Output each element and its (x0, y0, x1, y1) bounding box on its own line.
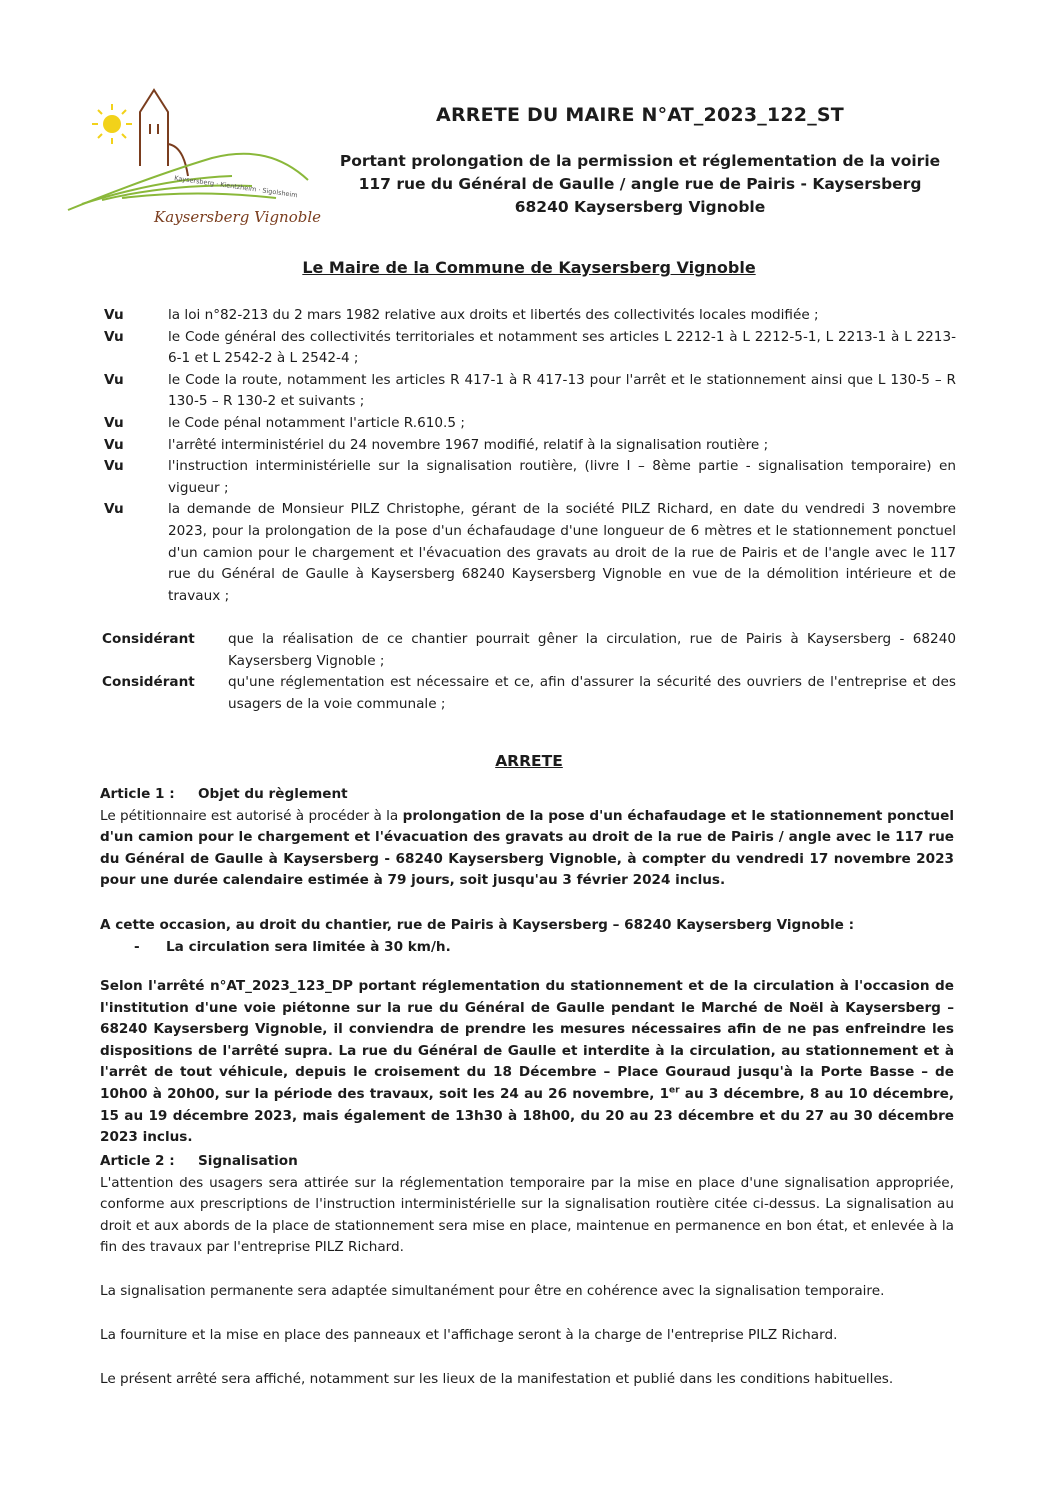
vu-item (104, 370, 956, 413)
commune-logo (62, 84, 324, 234)
article-2-paragraph-4: Le présent arrêté sera affiché, notamment sur les lieux de la manifestation et publié dans les conditions habituelles. (100, 1371, 894, 1387)
vu-item (104, 305, 956, 327)
considerant-label: Considérant (102, 674, 195, 691)
circulation-text: La circulation sera limitée à 30 km/h. (166, 938, 451, 955)
vu-label: Vu (104, 414, 124, 431)
church-icon (140, 90, 188, 176)
article-1-intro: Le pétitionnaire est autorisé à procéder à la (100, 807, 403, 824)
decree-subtitle (330, 150, 950, 219)
selon-superscript: er (669, 1085, 680, 1096)
vu-item (104, 413, 956, 435)
considerant-list (102, 629, 956, 715)
subtitle-line-2: 117 rue du Général de Gaulle / angle rue de Pairis - Kaysersberg (358, 175, 922, 193)
vu-label: Vu (104, 501, 124, 518)
circulation-item (100, 937, 954, 959)
vu-text: le Code la route, notamment les articles R 417-1 à R 417-13 pour l'arrêt et le stationnement ainsi que L 130-5 – R 130-5 – R 130-2 et suivants ; (168, 371, 956, 410)
vu-list (104, 305, 956, 607)
article-2-number: Article 2 : (100, 1153, 175, 1169)
list-dash: - (134, 938, 140, 955)
article-1-paragraph (100, 806, 954, 892)
maire-heading: Le Maire de la Commune de Kaysersberg Vignoble (302, 258, 756, 277)
vu-item (104, 327, 956, 370)
vu-text: le Code général des collectivités territoriales et notamment ses articles L 2212-1 à L 2212-5-1, L 2213-1 à L 2213-6-1 et L 2542-2 à L 2542-4 ; (168, 328, 956, 367)
vu-item (104, 456, 956, 499)
article-1-title: Objet du règlement (198, 786, 348, 802)
article-2-p4-block (100, 1369, 954, 1391)
article-1 (100, 784, 954, 892)
vu-label: Vu (104, 371, 124, 388)
occasion-text: A cette occasion, au droit du chantier, rue de Pairis à Kaysersberg – 68240 Kaysersberg Vignoble : (100, 917, 855, 933)
considerant-item (102, 629, 956, 672)
subtitle-line-1: Portant prolongation de la permission et réglementation de la voirie (339, 152, 941, 170)
considerant-text: que la réalisation de ce chantier pourrait gêner la circulation, rue de Pairis à Kaysersberg - 68240 Kaysersberg Vignoble ; (228, 631, 956, 669)
article-2-paragraph-3: La fourniture et la mise en place des panneaux et l'affichage seront à la charge de l'entreprise PILZ Richard. (100, 1327, 838, 1343)
vu-label: Vu (104, 307, 124, 323)
logo-name-text: Kaysersberg Vignoble (154, 208, 322, 226)
vu-label: Vu (104, 458, 124, 475)
vu-text: la demande de Monsieur PILZ Christophe, gérant de la société PILZ Richard, en date du vendredi 3 novembre 2023, pour la prolongation de la pose d'un échafaudage d'une longueur de 6 mètres et le stationnement ponctuel d'un camion pour le chargement et l'évacuation des gravats au droit de la rue de Pairis et de l'angle avec le 117 rue du Général de Gaulle à Kaysersberg 68240 Kaysersberg Vignoble en vue de la démolition intérieure et de travaux ; (168, 501, 956, 604)
article-1-number: Article 1 : (100, 786, 175, 802)
article-2-heading (100, 1151, 954, 1173)
vu-text: le Code pénal notamment l'article R.610.5 ; (168, 414, 465, 431)
article-1-heading (100, 784, 954, 806)
logo-villages-text: Kaysersberg · Kientzheim · Sigolsheim (173, 174, 299, 200)
arrete-heading: ARRETE (495, 752, 563, 770)
vu-label: Vu (104, 436, 124, 453)
article-2-paragraph-2: La signalisation permanente sera adaptée simultanément pour être en cohérence avec la signalisation temporaire. (100, 1283, 885, 1299)
article-1-selon (100, 976, 954, 1149)
selon-text-2: au 3 décembre, 8 au 10 décembre, 15 au 19 décembre 2023, mais également de 13h30 à 18h00, du 20 au 23 décembre et du 27 au 30 décembre 2023 inclus. (100, 1085, 954, 1146)
article-2 (100, 1151, 954, 1259)
article-2-paragraph-1: L'attention des usagers sera attirée sur la réglementation temporaire par la mise en place d'une signalisation appropriée, conforme aux prescriptions de l'instruction interministérielle sur la signalisation routière citée ci-dessus. La signalisation au droit et aux abords de la place de stationnement sera mise en place, maintenue en permanence en bon état, et enlevée à la fin des travaux par l'entreprise PILZ Richard. (100, 1174, 954, 1256)
selon-text-1: Selon l'arrêté n°AT_2023_123_DP portant réglementation du stationnement et de la circulation à l'occasion de l'institution d'une voie piétonne sur la rue du Général de Gaulle pendant le Marché de Noël à Kaysersberg – 68240 Kaysersberg Vignoble, il conviendra de prendre les mesures nécessaires afin de ne pas enfreindre les dispositions de l'arrêté supra. La rue du Général de Gaulle et interdite à la circulation, au stationnement et à l'arrêt de tout véhicule, depuis le croisement du 18 Décembre – Place Gouraud jusqu'à la Porte Basse – de 10h00 à 20h00, sur la période des travaux, soit les 24 au 26 novembre, 1 (100, 978, 954, 1102)
vu-text: l'instruction interministérielle sur la signalisation routière, (livre I – 8ème partie - signalisation temporaire) en vigueur ; (168, 458, 956, 496)
subtitle-line-3: 68240 Kaysersberg Vignoble (514, 198, 766, 216)
considerant-label: Considérant (102, 631, 195, 647)
decree-title: ARRETE DU MAIRE N°AT_2023_122_ST (436, 104, 844, 126)
article-2-title: Signalisation (198, 1153, 298, 1169)
sun-icon (103, 115, 121, 133)
vu-text: la loi n°82-213 du 2 mars 1982 relative aux droits et libertés des collectivités locales modifiée ; (168, 307, 819, 323)
vu-text: l'arrêté interministériel du 24 novembre 1967 modifié, relatif à la signalisation routière ; (168, 436, 769, 453)
considerant-item (102, 672, 956, 715)
considerant-text: qu'une réglementation est nécessaire et ce, afin d'assurer la sécurité des ouvriers de l'entreprise et des usagers de la voie communale ; (228, 674, 956, 712)
logo-graphic (62, 84, 324, 234)
vu-label: Vu (104, 328, 124, 345)
article-2-p2-block (100, 1281, 954, 1303)
article-2-p3-block (100, 1325, 954, 1347)
selon-paragraph (100, 976, 954, 1149)
vu-item (104, 435, 956, 457)
article-1-bold-text: prolongation de la pose d'un échafaudage et le stationnement ponctuel d'un camion pour le chargement et l'évacuation des gravats au droit de la rue de Pairis / angle avec le 117 rue du Général de Gaulle à Kaysersberg - 68240 Kaysersberg Vignoble, à compter du vendredi 17 novembre 2023 pour une durée calendaire estimée à 79 jours, soit jusqu'au 3 février 2024 inclus. (100, 807, 954, 889)
article-1-occasion (100, 915, 954, 958)
vu-item (104, 499, 956, 607)
